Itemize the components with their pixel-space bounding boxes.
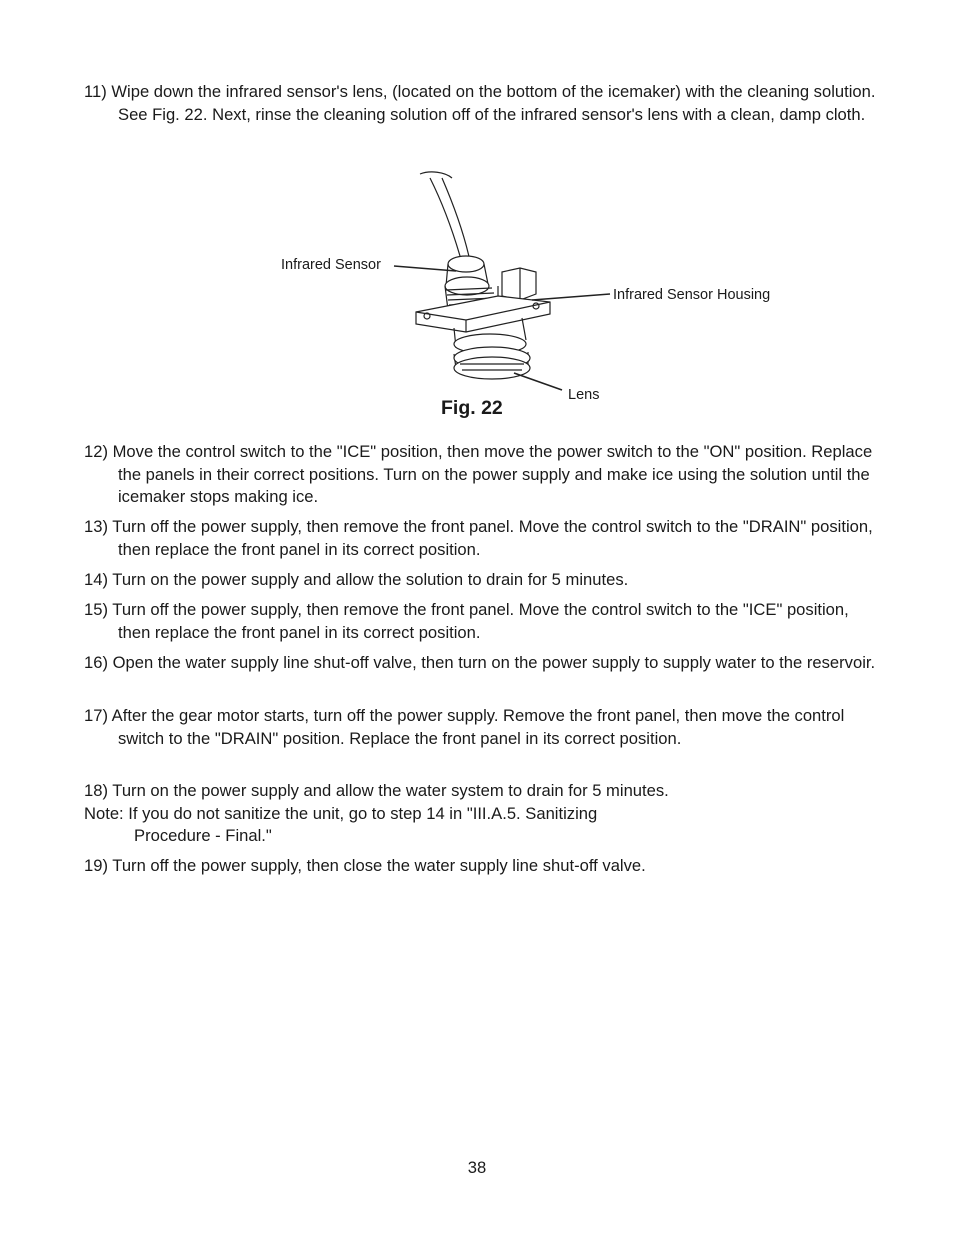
step-18 xyxy=(84,780,878,848)
step-14: 14) Turn on the power supply and allow the solution to drain for 5 minutes. xyxy=(84,570,629,589)
step-19: 19) Turn off the power supply, then close the water supply line shut-off valve. xyxy=(84,856,646,875)
note-line-2: Procedure - Final." xyxy=(134,826,272,845)
figure-caption: Fig. 22 xyxy=(441,397,503,419)
step-13: 13) Turn off the power supply, then remove the front panel. Move the control switch to the "DRAIN" position, then replace the front panel in its correct position. xyxy=(84,517,873,559)
note-line-1: Note: If you do not sanitize the unit, go to step 14 in "III.A.5. Sanitizing xyxy=(84,803,598,823)
step-16: 16) Open the water supply line shut-off valve, then turn on the power supply to supply water to the reservoir. xyxy=(84,653,876,672)
step-11: 11) Wipe down the infrared sensor's lens, (located on the bottom of the icemaker) with the cleaning solution. See Fig. 22. Next, rinse the cleaning solution off of the infrared sensor's lens with a clean, damp cloth. xyxy=(84,82,876,124)
page-number: 38 xyxy=(467,1158,487,1177)
step-17: 17) After the gear motor starts, turn off the power supply. Remove the front panel, then move the control switch to the "DRAIN" position. Replace the front panel in its correct position. xyxy=(84,706,845,748)
figure-22 xyxy=(270,168,800,428)
step-12: 12) Move the control switch to the "ICE" position, then move the power switch to the "ON" position. Replace the panels in their correct positions. Turn on the power supply and make ice using the solution until the icemaker stops making ice. xyxy=(84,442,873,506)
step-15: 15) Turn off the power supply, then remove the front panel. Move the control switch to the "ICE" position, then replace the front panel in its correct position. xyxy=(84,600,849,642)
infrared-sensor-label: Infrared Sensor xyxy=(281,257,381,273)
lens-label: Lens xyxy=(568,387,600,403)
infrared-sensor-housing-label: Infrared Sensor Housing xyxy=(613,287,771,303)
step-18-text: 18) Turn on the power supply and allow the water system to drain for 5 minutes. xyxy=(84,781,669,800)
